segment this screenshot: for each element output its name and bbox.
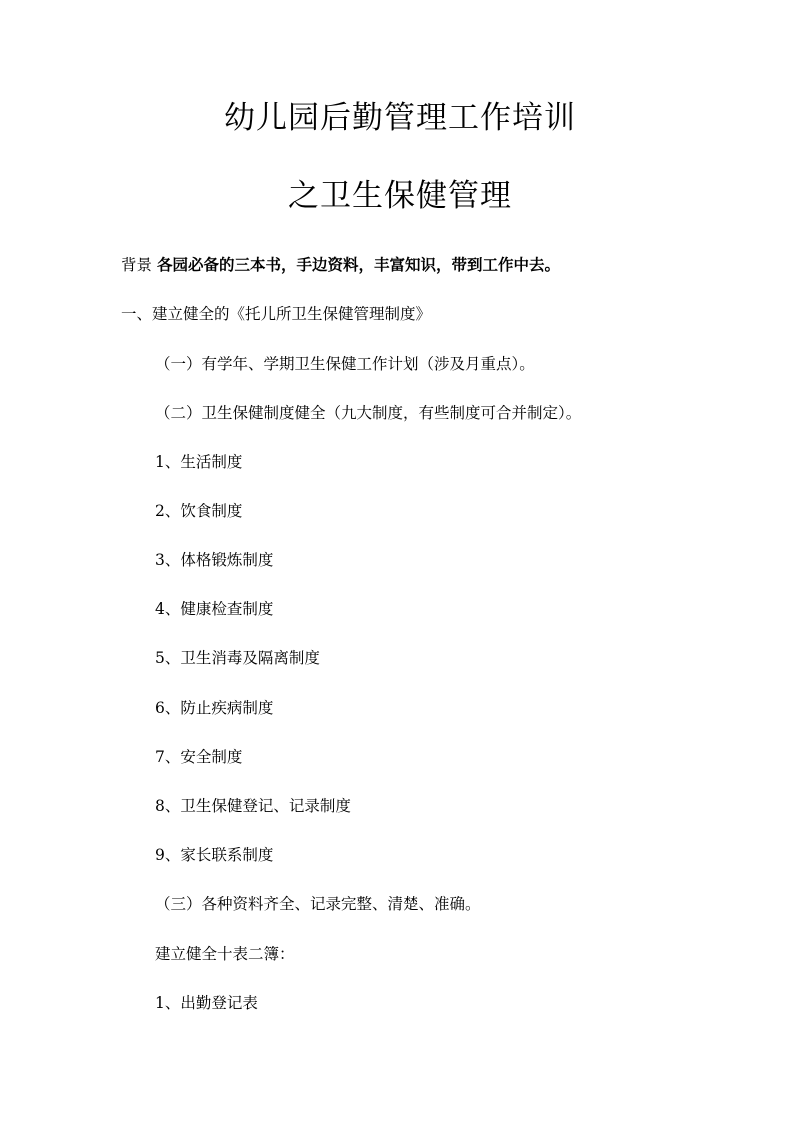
- tables-heading: 建立健全十表二簿：: [155, 945, 295, 963]
- system-item: 6、防止疾病制度: [155, 699, 274, 717]
- system-item: 8、卫生保健登记、记录制度: [155, 797, 351, 815]
- document-title-line-1: 幼儿园后勤管理工作培训: [224, 100, 576, 136]
- background-label: 背景: [121, 256, 153, 274]
- system-item: 5、卫生消毒及隔离制度: [155, 649, 320, 667]
- system-item: 1、生活制度: [155, 453, 243, 471]
- system-item: 7、安全制度: [155, 748, 243, 766]
- subsection-3: （三）各种资料齐全、记录完整、清楚、准确。: [155, 895, 481, 913]
- document-title-line-2: 之卫生保健管理: [288, 178, 512, 214]
- table-item: 1、出勤登记表: [155, 994, 258, 1012]
- background-text: 各园必备的三本书，手边资料，丰富知识，带到工作中去。: [156, 255, 560, 274]
- system-item: 4、健康检查制度: [155, 600, 274, 618]
- subsection-1: （一）有学年、学期卫生保健工作计划（涉及月重点）。: [155, 355, 535, 373]
- background-paragraph: [121, 254, 560, 276]
- subsection-2: （二）卫生保健制度健全（九大制度，有些制度可合并制定）。: [155, 404, 582, 422]
- system-item: 3、体格锻炼制度: [155, 551, 274, 569]
- section-1-heading: 一、建立健全的《托儿所卫生保健管理制度》: [121, 305, 432, 323]
- system-item: 2、饮食制度: [155, 502, 243, 520]
- system-item: 9、家长联系制度: [155, 846, 274, 864]
